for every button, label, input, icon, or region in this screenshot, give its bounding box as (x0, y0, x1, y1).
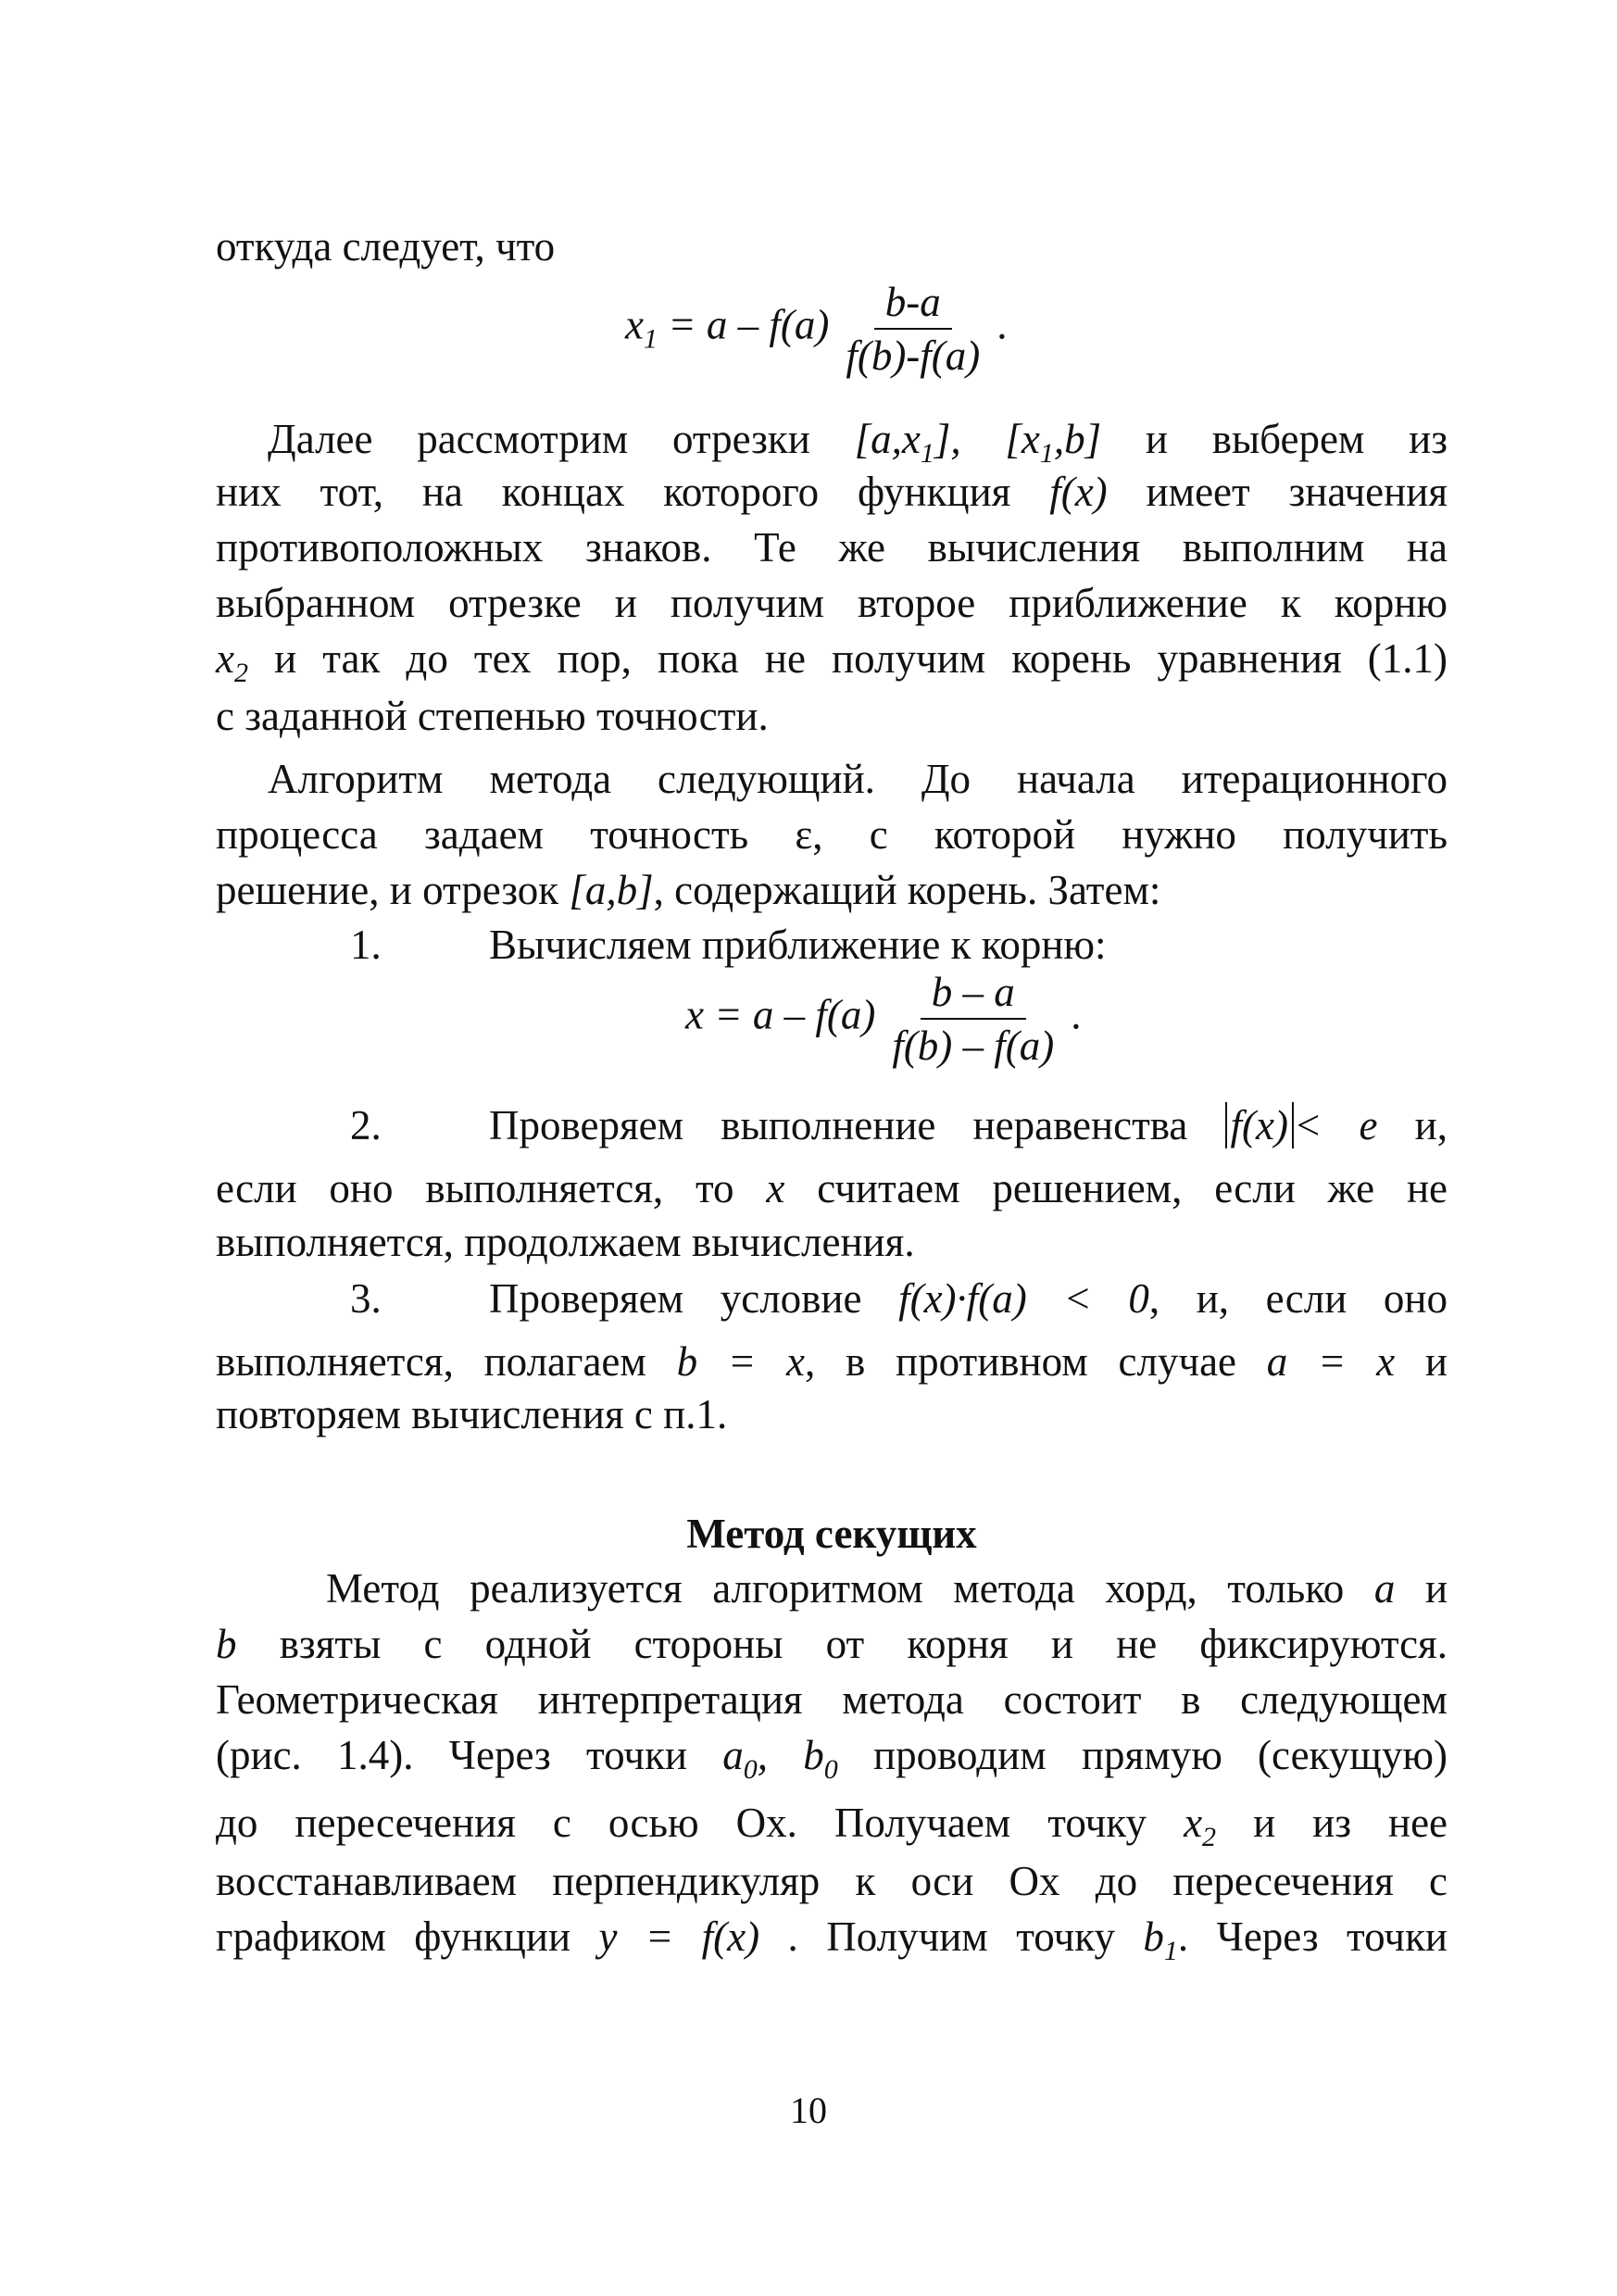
formula-x1: $x_1 = a - f(a)$ $\frac{b-a}{f(b)-f(a)}$ . (625, 279, 1008, 379)
para1-line5: $x_2$ и так до тех пор, пока не получим корень уравнения (1.1) (216, 635, 1448, 688)
fraction: $\frac{b-a}{f(b)-f(a)}$ (846, 279, 981, 379)
para2-line2: процесса задаем точность ε, с которой нужно получить (216, 811, 1448, 858)
intro-text: откуда следует, что (216, 223, 556, 270)
step3-cont-line1: выполняется, полагаем b = x, в противном случае a = x и (216, 1338, 1448, 1385)
para1-line4: выбранном отрезке и получим второе приближение к корню (216, 580, 1448, 626)
para3-line3: Геометрическая интерпретация метода состоит в следующем (216, 1676, 1448, 1723)
step2-cont-line1: если оно выполняется, то x считаем решением, если же не (216, 1165, 1448, 1211)
step2-cont-line2: выполняется, продолжаем вычисления. (216, 1219, 915, 1265)
para3-line6: восстанавливаем перпендикуляр к оси Ох до пересечения с (216, 1858, 1448, 1904)
fraction: $\frac{b - a}{f(b) - f(a)}$ (892, 969, 1055, 1069)
section-heading: Метод секущих (686, 1511, 977, 1557)
formula-x: x = a – f(a) $\frac{b - a}{f(b) - f(a)}$ . (685, 969, 1082, 1069)
step-2: 2. Проверяем выполнение неравенства f(x) < e и, (350, 1102, 1448, 1148)
step3-cont-line2: повторяем вычисления с п.1. (216, 1391, 728, 1437)
para2-line1: Алгоритм метода следующий. До начала итерационного (268, 756, 1448, 802)
para3-line1: Метод реализуется алгоритмом метода хорд, только a и (326, 1565, 1448, 1612)
para3-line2: b взяты с одной стороны от корня и не фиксируются. (216, 1621, 1448, 1667)
para1-line3: противоположных знаков. Те же вычисления выполним на (216, 524, 1448, 571)
para3-line7: графиком функции y = f(x) . Получим точку $b_1$. Через точки (216, 1913, 1448, 1966)
para2-line3: решение, и отрезок [a,b], содержащий корень. Затем: (216, 867, 1161, 913)
para1-line6: с заданной степенью точности. (216, 693, 769, 739)
step-3: 3. Проверяем условие f(x)·f(a) < 0, и, если оно (350, 1275, 1448, 1322)
page-number: 10 (790, 2089, 827, 2131)
para3-line5: до пересечения с осью Ох. Получаем точку $x_2$ и из нее (216, 1800, 1448, 1852)
para1-line1: Далее рассмотрим отрезки $[a,x_1]$, $[x_1,b]$ и выберем из (268, 416, 1448, 469)
para3-line4: (рис. 1.4). Через точки $a_0$, $b_0$ проводим прямую (секущую) (216, 1732, 1448, 1785)
step-1: 1. Вычисляем приближение к корню: (350, 922, 1107, 968)
para1-line2: них тот, на концах которого функция f(x) имеет значения (216, 469, 1448, 515)
